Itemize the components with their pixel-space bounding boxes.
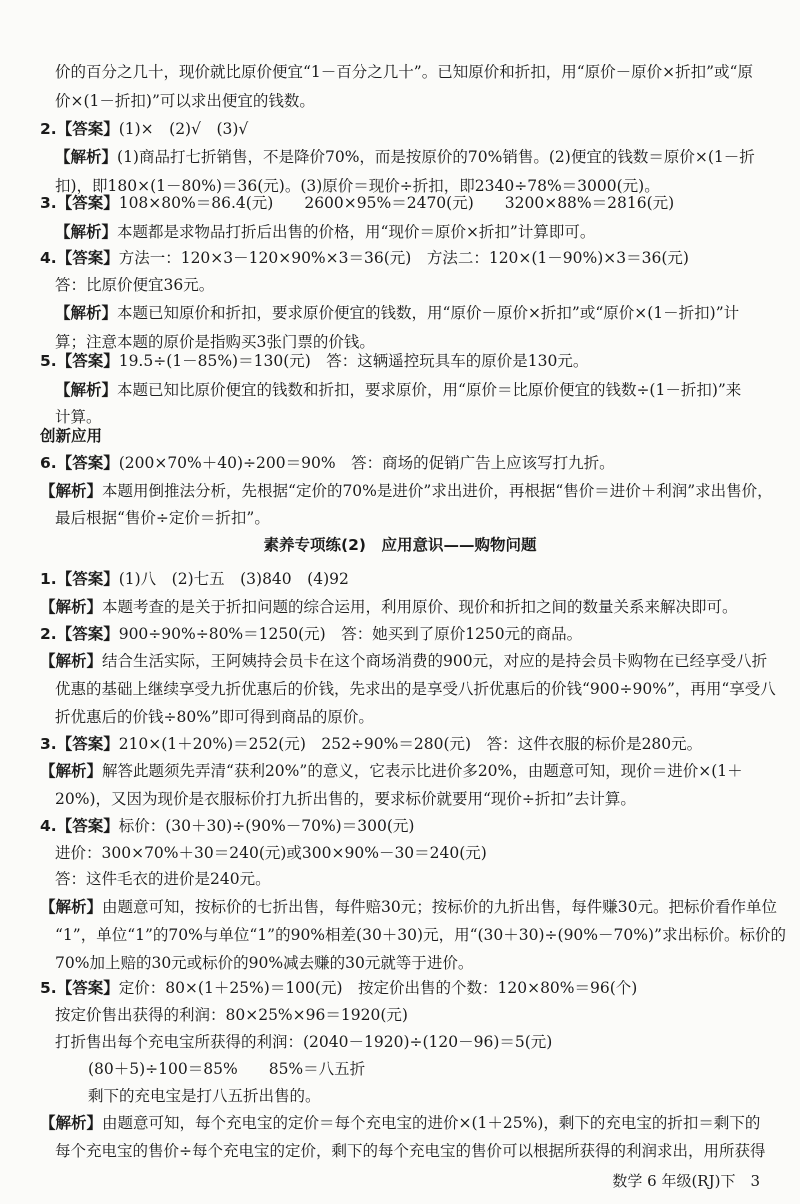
analysis-tag: 【解析】 bbox=[40, 652, 103, 670]
answer-tag: 【答案】 bbox=[56, 194, 119, 212]
question-number: 5. bbox=[40, 979, 57, 997]
line-text: 108×80%＝86.4(元) 2600×95%＝2470(元) 3200×88%＝2816(元) bbox=[118, 194, 675, 212]
question-number: 1. bbox=[40, 570, 57, 588]
question-number: 5. bbox=[40, 352, 57, 370]
line-text: 剩下的充电宝是打八五折出售的。 bbox=[88, 1087, 321, 1105]
answer-tag: 【答案】 bbox=[56, 120, 119, 138]
line-text: (1)× (2)√ (3)√ bbox=[118, 120, 249, 138]
text-line bbox=[40, 977, 637, 999]
text-line bbox=[55, 1031, 552, 1053]
text-line bbox=[40, 623, 582, 645]
line-text: (200×70%＋40)÷200＝90% 答：商场的促销广告上应该写打九折。 bbox=[118, 454, 615, 472]
analysis-tag: 【解析】 bbox=[40, 1114, 103, 1132]
text-line bbox=[40, 350, 588, 372]
answer-tag: 【答案】 bbox=[56, 454, 119, 472]
line-text: 打折售出每个充电宝所获得的利润：(2040－1920)÷(120－96)＝5(元) bbox=[55, 1033, 553, 1051]
line-text: 解答此题须先弄清“获利20%”的意义，它表示比进价多20%，由题意可知，现价＝进价×(1＋ bbox=[102, 762, 743, 780]
text-line bbox=[40, 480, 773, 502]
text-line bbox=[40, 247, 689, 269]
line-text: 优惠的基础上继续享受九折优惠后的价钱，先求出的是享受八折优惠后的价钱“900÷90%”，再用“享受八 bbox=[55, 680, 776, 698]
text-line bbox=[55, 706, 374, 728]
question-number: 3. bbox=[40, 194, 57, 212]
text-line bbox=[55, 1140, 766, 1162]
line-text: 价的百分之几十，现价就比原价便宜“1－百分之几十”。已知原价和折扣，用“原价－原价×折扣”或“原 bbox=[55, 63, 753, 81]
answer-tag: 【答案】 bbox=[56, 735, 119, 753]
line-text: 进价：300×70%＋30＝240(元)或300×90%－30＝240(元) bbox=[55, 844, 487, 862]
line-text: 本题考查的是关于折扣问题的综合运用，利用原价、现价和折扣之间的数量关系来解决即可。 bbox=[102, 598, 738, 616]
line-text: 19.5÷(1－85%)＝130(元) 答：这辆遥控玩具车的原价是130元。 bbox=[118, 352, 589, 370]
line-text: 20%)，又因为现价是衣服标价打九折出售的，要求标价就要用“现价÷折扣”去计算。 bbox=[55, 790, 636, 808]
line-text: 标价：(30＋30)÷(90%－70%)＝300(元) bbox=[118, 817, 415, 835]
line-text: 本题已知比原价便宜的钱数和折扣，要求原价，用“原价＝比原价便宜的钱数÷(1－折扣)”来 bbox=[117, 381, 742, 399]
text-line bbox=[40, 118, 248, 140]
text-line bbox=[40, 568, 349, 590]
text-line bbox=[40, 896, 777, 918]
line-text: (80＋5)÷100＝85% 85%＝八五折 bbox=[88, 1060, 366, 1078]
text-line bbox=[55, 842, 487, 864]
text-line bbox=[40, 815, 414, 837]
page-footer: 数学 6 年级(RJ)下 3 bbox=[612, 1172, 760, 1190]
section-heading bbox=[40, 425, 102, 447]
text-line bbox=[55, 868, 271, 890]
section-title bbox=[0, 534, 800, 556]
line-text: 每个充电宝的售价÷每个充电宝的定价，剩下的每个充电宝的售价可以根据所获得的利润求出，用所获得 bbox=[55, 1142, 766, 1160]
line-text: 答：比原价便宜36元。 bbox=[55, 276, 215, 294]
text-line bbox=[40, 1112, 760, 1134]
answer-tag: 【答案】 bbox=[56, 625, 119, 643]
text-line bbox=[55, 90, 315, 112]
analysis-tag: 【解析】 bbox=[40, 482, 103, 500]
line-text: (1)八 (2)七五 (3)840 (4)92 bbox=[118, 570, 349, 588]
line-text: 折优惠后的价钱÷80%”即可得到商品的原价。 bbox=[55, 708, 374, 726]
text-line bbox=[55, 788, 636, 810]
analysis-tag: 【解析】 bbox=[40, 598, 103, 616]
text-line bbox=[55, 952, 473, 974]
analysis-tag: 【解析】 bbox=[40, 762, 103, 780]
analysis-tag: 【解析】 bbox=[55, 223, 118, 241]
text-line bbox=[55, 379, 741, 401]
line-text: 70%加上赔的30元或标价的90%减去赚的30元就等于进价。 bbox=[55, 954, 474, 972]
text-line bbox=[40, 760, 743, 782]
answer-tag: 【答案】 bbox=[56, 570, 119, 588]
line-text: 本题已知原价和折扣，要求原价便宜的钱数，用“原价－原价×折扣”或“原价×(1－折扣)”计 bbox=[117, 304, 740, 322]
text-line bbox=[55, 221, 595, 243]
line-text: 扣)，即180×(1－80%)＝36(元)。(3)原价＝现价÷折扣，即2340÷78%＝3000(元)。 bbox=[55, 177, 660, 195]
text-line bbox=[55, 61, 753, 83]
answer-tag: 【答案】 bbox=[56, 352, 119, 370]
analysis-tag: 【解析】 bbox=[55, 381, 118, 399]
question-number: 4. bbox=[40, 249, 57, 267]
line-text: 按定价售出获得的利润：80×25%×96＝1920(元) bbox=[55, 1006, 408, 1024]
text-line bbox=[40, 452, 615, 474]
analysis-tag: 【解析】 bbox=[55, 148, 118, 166]
analysis-tag: 【解析】 bbox=[40, 898, 103, 916]
line-text: 由题意可知，每个充电宝的定价＝每个充电宝的进价×(1＋25%)，剩下的充电宝的折扣＝剩下的 bbox=[102, 1114, 761, 1132]
answer-tag: 【答案】 bbox=[56, 817, 119, 835]
text-line bbox=[55, 274, 214, 296]
text-line bbox=[40, 596, 738, 618]
question-number: 4. bbox=[40, 817, 57, 835]
line-text: 由题意可知，按标价的七折出售，每件赔30元；按标价的九折出售，每件赚30元。把标价看作单位 bbox=[102, 898, 777, 916]
analysis-tag: 【解析】 bbox=[55, 304, 118, 322]
line-text: 算；注意本题的原价是指购买3张门票的价钱。 bbox=[55, 333, 375, 351]
line-text: 答：这件毛衣的进价是240元。 bbox=[55, 870, 271, 888]
line-text: 定价：80×(1＋25%)＝100(元) 按定价出售的个数：120×80%＝96(个) bbox=[118, 979, 638, 997]
text-line bbox=[88, 1085, 321, 1107]
text-line bbox=[40, 192, 674, 214]
line-text: 计算。 bbox=[55, 408, 102, 426]
text-line bbox=[55, 678, 776, 700]
line-text: 900÷90%÷80%＝1250(元) 答：她买到了原价1250元的商品。 bbox=[118, 625, 583, 643]
section-title-text: 素养专项练(2) 应用意识——购物问题 bbox=[263, 536, 537, 554]
line-text: 方法一：120×3－120×90%×3＝36(元) 方法二：120×(1－90%)×3＝36(元) bbox=[118, 249, 689, 267]
line-text: 210×(1＋20%)＝252(元) 252÷90%＝280(元) 答：这件衣服的标价是280元。 bbox=[118, 735, 703, 753]
line-text: 最后根据“售价÷定价＝折扣”。 bbox=[55, 509, 270, 527]
line-text: (1)商品打七折销售，不是降价70%，而是按原价的70%销售。(2)便宜的钱数＝原价×(1－折 bbox=[117, 148, 755, 166]
question-number: 6. bbox=[40, 454, 57, 472]
answer-tag: 【答案】 bbox=[56, 249, 119, 267]
text-line bbox=[55, 302, 739, 324]
text-line bbox=[55, 507, 270, 529]
line-text: 本题用倒推法分析，先根据“定价的70%是进价”求出进价，再根据“售价＝进价＋利润”求出售价， bbox=[102, 482, 773, 500]
line-text: 价×(1－折扣)”可以求出便宜的钱数。 bbox=[55, 92, 315, 110]
line-text: 结合生活实际，王阿姨持会员卡在这个商场消费的900元，对应的是持会员卡购物在已经享受八折 bbox=[102, 652, 768, 670]
question-number: 2. bbox=[40, 625, 57, 643]
section-heading-text: 创新应用 bbox=[40, 427, 103, 445]
answer-tag: 【答案】 bbox=[56, 979, 119, 997]
text-line bbox=[55, 146, 755, 168]
text-line bbox=[55, 1004, 408, 1026]
question-number: 2. bbox=[40, 120, 57, 138]
text-line bbox=[88, 1058, 365, 1080]
text-line bbox=[55, 924, 786, 946]
question-number: 3. bbox=[40, 735, 57, 753]
line-text: 本题都是求物品打折后出售的价格，用“现价＝原价×折扣”计算即可。 bbox=[117, 223, 596, 241]
line-text: “1”，单位“1”的70%与单位“1”的90%相差(30＋30)元，用“(30＋30)÷(90%－70%)”求出标价。标价的 bbox=[55, 926, 786, 944]
text-line bbox=[40, 733, 702, 755]
text-line bbox=[40, 650, 767, 672]
